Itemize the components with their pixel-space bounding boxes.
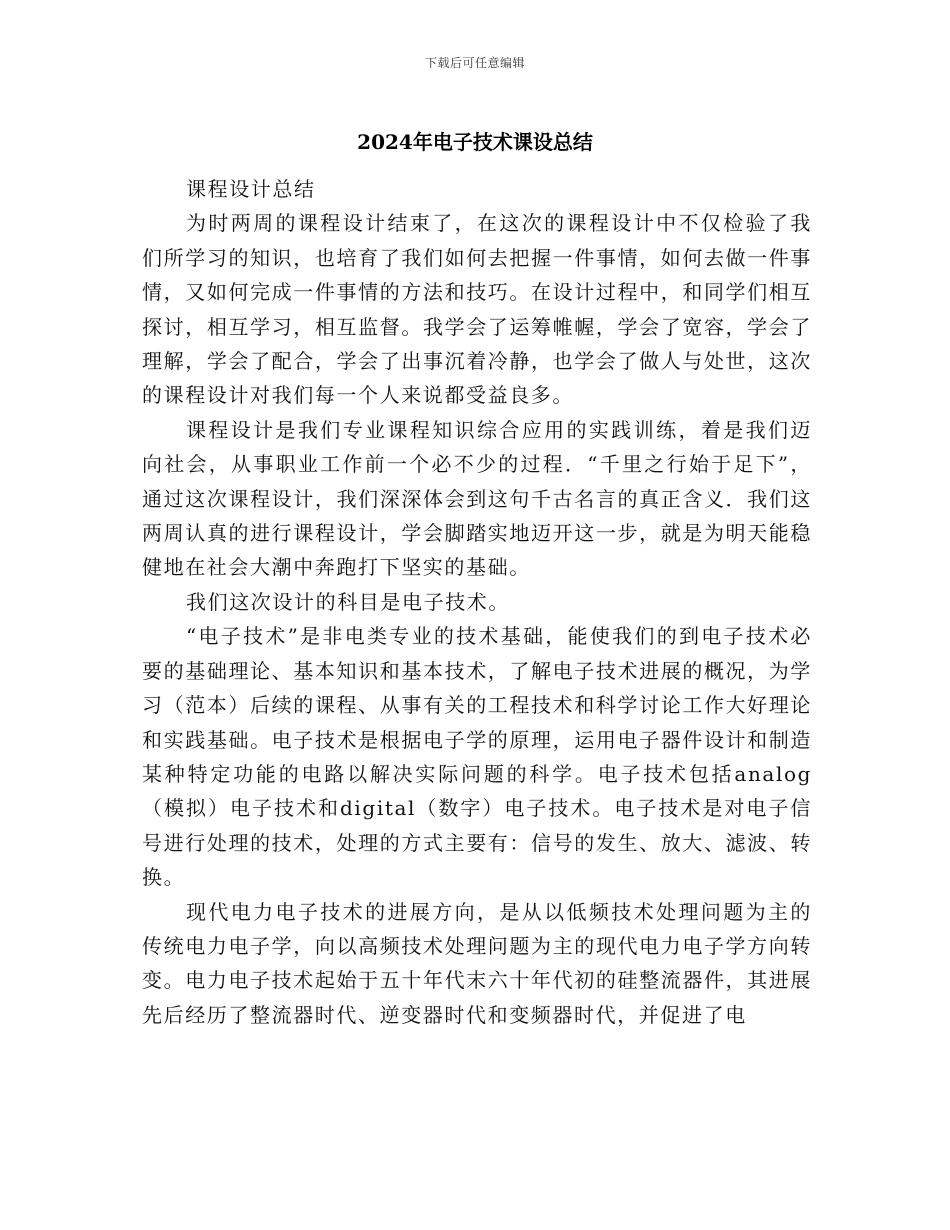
document-body — [142, 172, 812, 1032]
paragraph: 我们这次设计的科目是电子技术。 — [186, 589, 510, 614]
document-title: 2024年电子技术课设总结 — [357, 130, 593, 154]
paragraph-heading: 课程设计总结 — [186, 177, 316, 201]
paragraph: 现代电力电子技术的进展方向，是从以低频技术处理问题为主的传统电力电子学，向以高频技术处理问题为主的现代电力电子学方向转变。电力电子技术起始于五十年代末六十年代初的硅整流器件，其进展先后经历了整流器时代、逆变器时代和变频器时代，并促进了电 — [142, 899, 812, 1027]
paragraph: 为时两周的课程设计结束了，在这次的课程设计中不仅检验了我们所学习的知识，也培育了我们如何去把握一件事情，如何去做一件事情，又如何完成一件事情的方法和技巧。在设计过程中，和同学们相互探讨，相互学习，相互监督。我学会了运筹帷幄，学会了宽容，学会了理解，学会了配合，学会了出事沉着冷静，也学会了做人与处世，这次的课程设计对我们每一个人来说都受益良多。 — [142, 211, 812, 408]
page-header-note: 下载后可任意编辑 — [424, 56, 525, 70]
paragraph: “电子技术”是非电类专业的技术基础，能使我们的到电子技术必要的基础理论、基本知识和基本技术，了解电子技术进展的概况，为学习（范本）后续的课程、从事有关的工程技术和科学讨论工作大好理论和实践基础。电子技术是根据电子学的原理，运用电子器件设计和制造某种特定功能的电路以解决实际问题的科学。电子技术包括analog（模拟）电子技术和digital（数字）电子技术。电子技术是对电子信号进行处理的技术，处理的方式主要有：信号的发生、放大、滤波、转换。 — [142, 624, 812, 890]
paragraph: 课程设计是我们专业课程知识综合应用的实践训练，着是我们迈向社会，从事职业工作前一个必不少的过程．“千里之行始于足下”，通过这次课程设计，我们深深体会到这句千古名言的真正含义．我们这两周认真的进行课程设计，学会脚踏实地迈开这一步，就是为明天能稳健地在社会大潮中奔跑打下坚实的基础。 — [142, 417, 812, 580]
